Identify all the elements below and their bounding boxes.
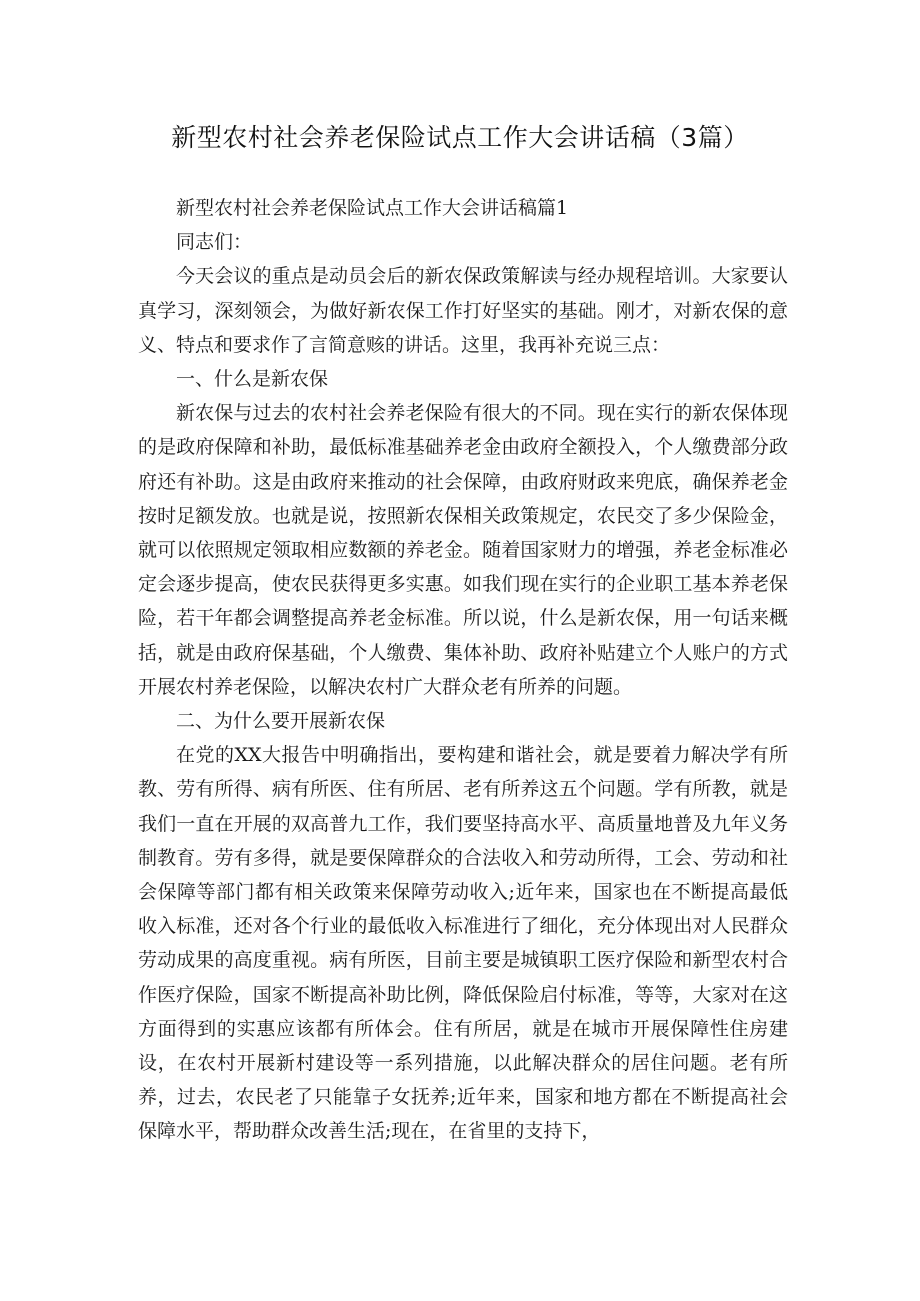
paragraph: 在党的XX大报告中明确指出，要构建和谐社会，就是要着力解决学有所教、劳有所得、病有所医、住有所居、老有所养这五个问题。学有所教，就是我们一直在开展的双高普九工作，我们要坚持高水平、高质量地普及九年义务制教育。劳有多得，就是要保障群众的合法收入和劳动所得，工会、劳动和社会保障等部门都有相关政策来保障劳动收入;近年来，国家也在不断提高最低收入标准，还对各个行业的最低收入标准进行了细化，充分体现出对人民群众劳动成果的高度重视。病有所医，目前主要是城镇职工医疗保险和新型农村合作医疗保险，国家不断提高补助比例，降低保险启付标准，等等，大家对在这方面得到的实惠应该都有所体会。住有所居，就是在城市开展保障性住房建设，在农村开展新村建设等一系列措施，以此解决群众的居住问题。老有所养，过去，农民老了只能靠子女抚养;近年来，国家和地方都在不断提高社会保障水平，帮助群众改善生活;现在，在省里的支持下， (138, 744, 788, 1143)
subheading: 一、什么是新农保 (176, 368, 329, 391)
document-body (138, 191, 788, 1149)
subheading: 二、为什么要开展新农保 (176, 710, 386, 733)
paragraph: 今天会议的重点是动员会后的新农保政策解读与经办规程培训。大家要认真学习，深刻领会，为做好新农保工作打好坚实的基础。刚才，对新农保的意义、特点和要求作了言简意赅的讲话。这里，我再补充说三点： (138, 265, 788, 356)
document-title: 新型农村社会养老保险试点工作大会讲话稿（3篇） (171, 123, 749, 152)
paragraph: 新农保与过去的农村社会养老保险有很大的不同。现在实行的新农保体现的是政府保障和补助，最低标准基础养老金由政府全额投入，个人缴费部分政府还有补助。这是由政府来推动的社会保障，由政府财政来兜底，确保养老金按时足额发放。也就是说，按照新农保相关政策规定，农民交了多少保险金，就可以依照规定领取相应数额的养老金。随着国家财力的增强，养老金标准必定会逐步提高，使农民获得更多实惠。如我们现在实行的企业职工基本养老保险，若干年都会调整提高养老金标准。所以说，什么是新农保，用一句话来概括，就是由政府保基础，个人缴费、集体补助、政府补贴建立个人账户的方式开展农村养老保险，以解决农村广大群众老有所养的问题。 (138, 402, 788, 698)
section-heading: 新型农村社会养老保险试点工作大会讲话稿篇1 (176, 197, 569, 219)
salutation: 同志们： (176, 231, 253, 254)
